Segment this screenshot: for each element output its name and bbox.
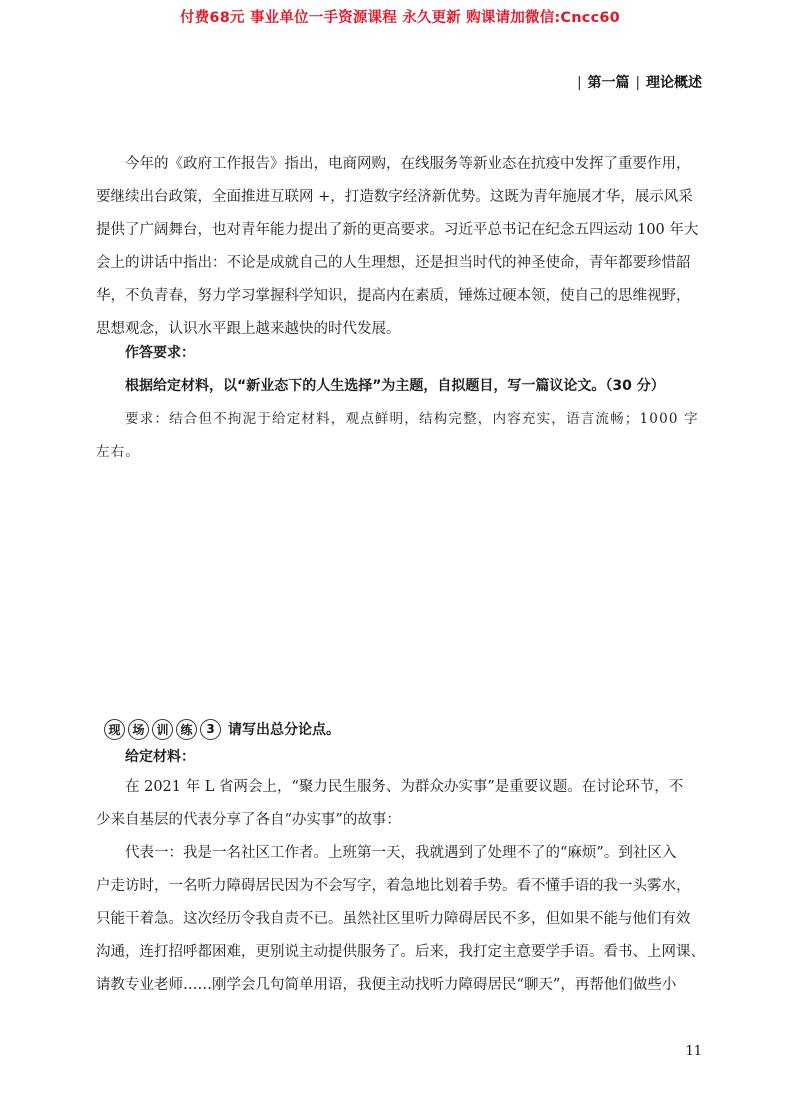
text-line: 今年的《政府工作报告》指出，电商网购，在线服务等新业态在抗疫中发挥了重要作用， <box>125 156 691 172</box>
text-line: 代表一：我是一名社区工作者。上班第一天，我就遇到了处理不了的“麻烦”。到社区入 <box>125 845 677 861</box>
header-divider: | <box>635 75 641 91</box>
text-line: 要继续出台政策，全面推进互联网 +，打造数字经济新优势。这既为青年施展才华，展示风采 <box>96 189 693 205</box>
text-line: 在 2021 年 L 省两会上，“聚力民生服务、为群众办实事”是重要议题。在讨论环节，不 <box>125 779 684 795</box>
essay-task: 根据给定材料，以“新业态下的人生选择”为主题，自拟题目，写一篇议论文。（30 分） <box>125 378 665 394</box>
badge-char: 现 <box>104 719 125 740</box>
material-label: 给定材料： <box>125 749 195 765</box>
badge-char: 训 <box>152 719 173 740</box>
running-header <box>576 72 702 92</box>
watermark-banner: 付费68元 事业单位一手资源课程 永久更新 购课请加微信:Cncc60 <box>180 10 620 26</box>
header-divider: | <box>576 75 582 91</box>
text-line: 只能干着急。这次经历令我自责不已。虽然社区里听力障碍居民不多，但如果不能与他们有效 <box>96 911 691 927</box>
material-paragraph-2 <box>96 837 706 1002</box>
intro-paragraph <box>96 148 706 346</box>
text-line: 提供了广阔舞台，也对青年能力提出了新的更高要求。习近平总书记在纪念五四运动 100 年大 <box>96 222 699 238</box>
text-line: 要求：结合但不拘泥于给定材料，观点鲜明，结构完整，内容充实，语言流畅；1000 字 <box>125 411 699 427</box>
badge-number: 3 <box>200 719 221 740</box>
text-line: 华，不负青春，努力学习掌握科学知识，提高内在素质，锤炼过硬本领，使自己的思维视野， <box>96 288 691 304</box>
text-line: 请教专业老师……刚学会几句简单用语，我便主动找听力障碍居民“聊天”，再帮他们做些小 <box>96 977 677 993</box>
text-line: 沟通，连打招呼都困难，更别说主动提供服务了。后来，我打定主意要学手语。看书、上网课、 <box>96 944 705 960</box>
answer-requirements-label: 作答要求： <box>125 345 195 361</box>
header-part: 第一篇 <box>587 75 630 91</box>
page-number: 11 <box>685 1044 702 1059</box>
text-line: 左右。 <box>96 444 141 460</box>
text-line: 思想观念，认识水平跟上越来越快的时代发展。 <box>96 321 401 337</box>
text-line: 会上的讲话中指出：不论是成就自己的人生理想，还是担当时代的神圣使命，青年都要珍惜韶 <box>96 255 691 271</box>
material-paragraph-1 <box>96 771 706 837</box>
badge-char: 练 <box>176 719 197 740</box>
text-line: 少来自基层的代表分享了各自“办实事”的故事： <box>96 812 401 828</box>
training-section-title <box>104 715 340 743</box>
badge-char: 场 <box>128 719 149 740</box>
essay-requirements <box>96 403 716 469</box>
header-chapter: 理论概述 <box>646 75 702 91</box>
text-line: 户走访时，一名听力障碍居民因为不会写字，着急地比划着手势。看不懂手语的我一头雾水， <box>96 878 691 894</box>
training-title: 请写出总分论点。 <box>228 722 340 738</box>
